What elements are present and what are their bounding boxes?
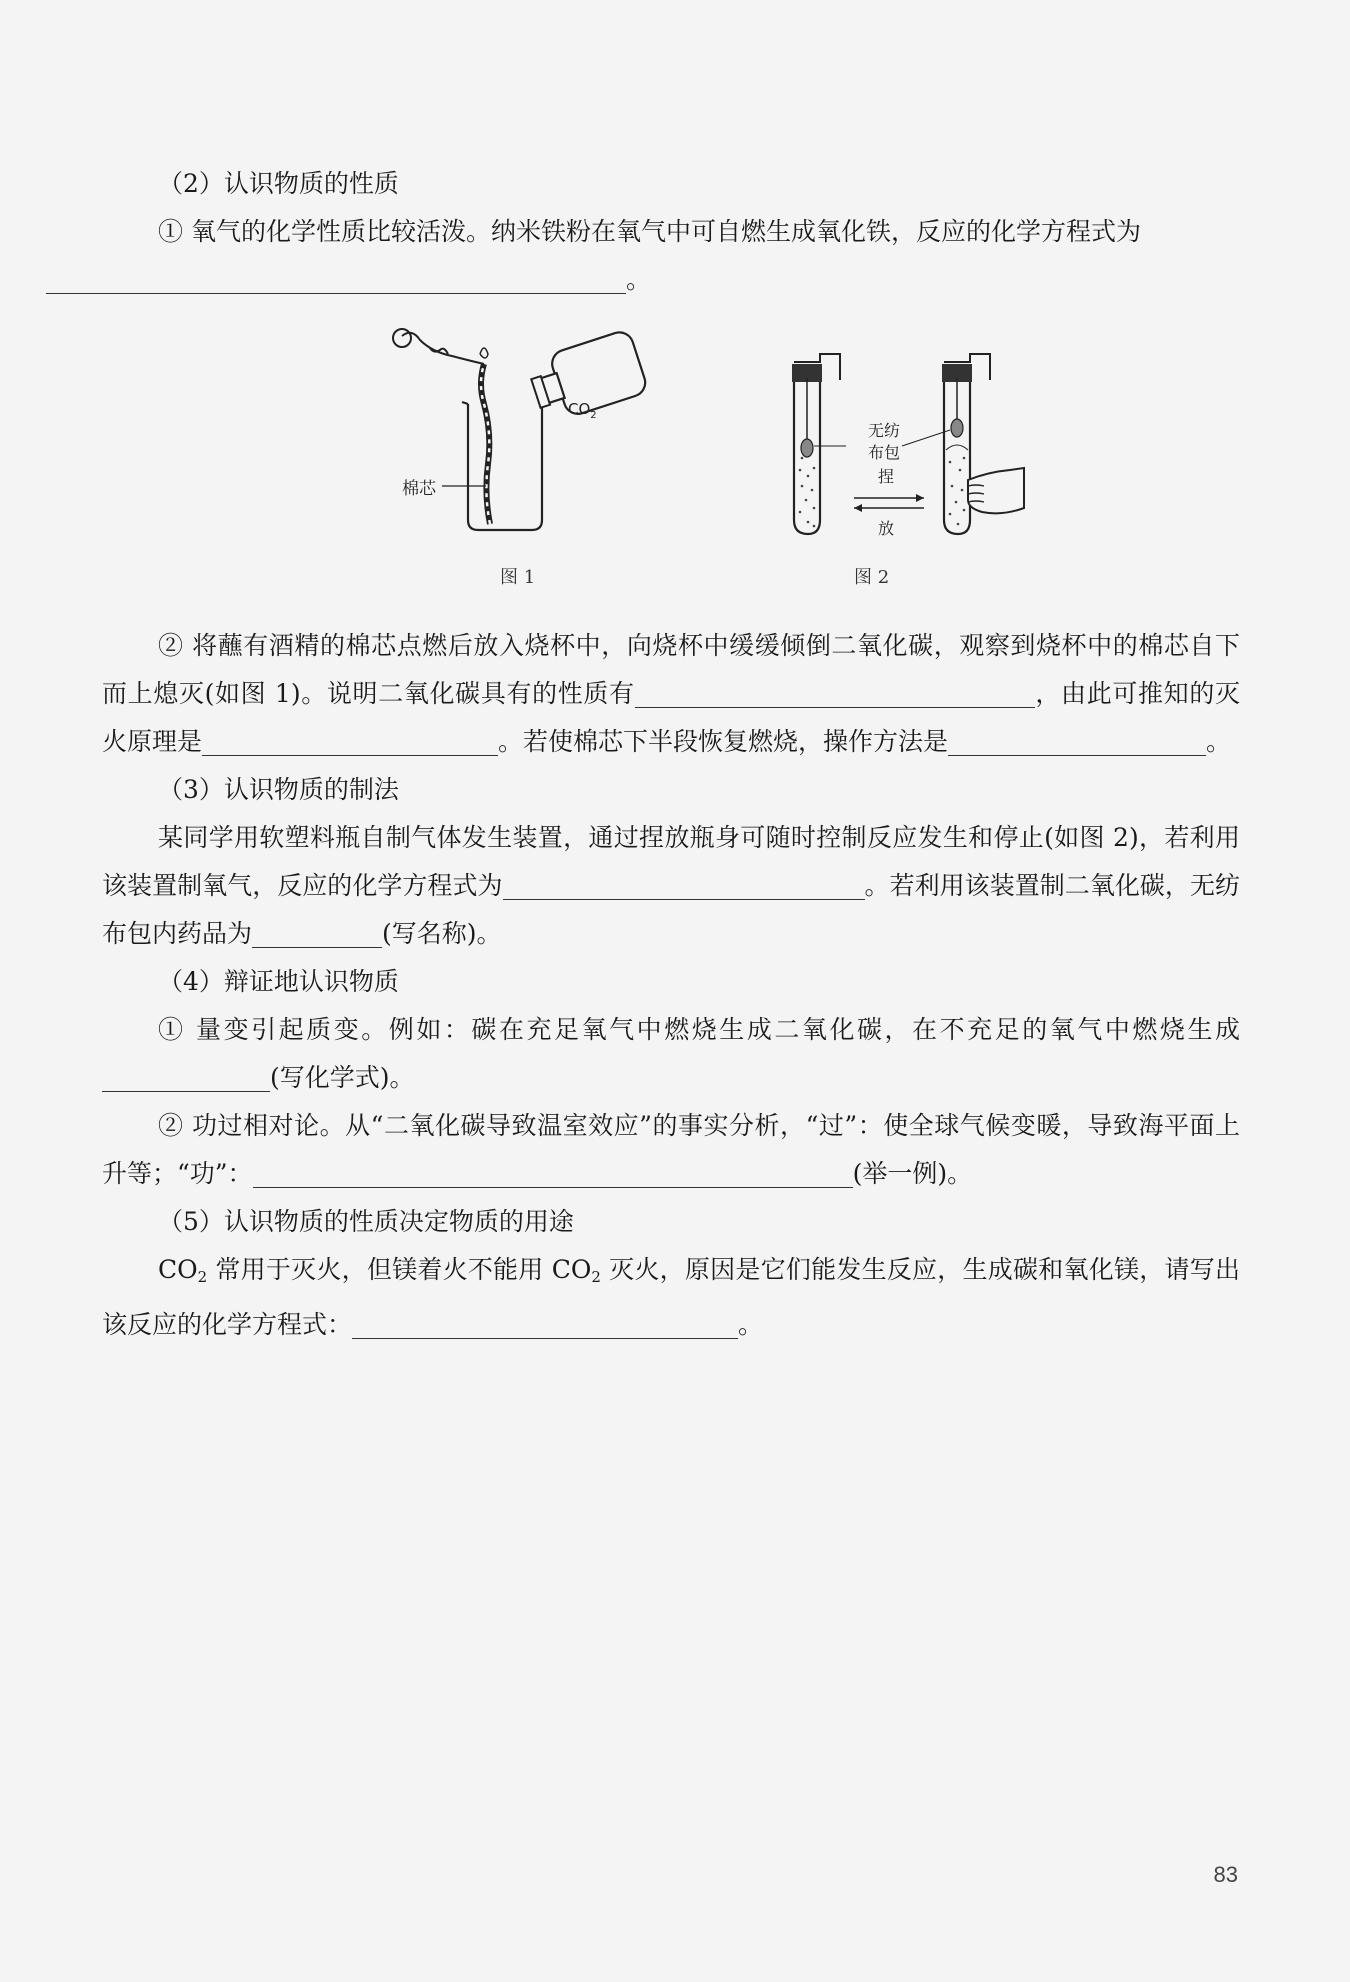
section-3-heading: （3）认识物质的制法 <box>158 775 399 804</box>
figure-1-caption: 图 1 <box>500 567 536 588</box>
figure-2-bottle-illustration <box>762 340 1082 550</box>
section-2-item-2-text-b: ，由此可推知的灭火原理是 <box>102 679 1240 756</box>
figure-2-caption: 图 2 <box>854 567 890 588</box>
figure-2-label-fabric-1: 无纺 <box>868 421 901 440</box>
answer-blank-co2-properties[interactable] <box>635 677 1035 708</box>
figure-1-beaker-illustration <box>372 324 672 544</box>
figure-1-label-co2: CO <box>568 400 591 418</box>
section-2-item-2-text-a: ② 将蘸有酒精的棉芯点燃后放入烧杯中，向烧杯中缓缓倾倒二氧化碳，观察到烧杯中的棉芯自下而上熄灭(如图 1)。说明二氧化碳具有的性质有 <box>102 631 1240 708</box>
figure-2-label-squeeze: 捏 <box>878 467 895 486</box>
section-3-text <box>102 814 1240 958</box>
answer-blank-incomplete-combustion-formula[interactable] <box>102 1061 270 1092</box>
section-2-item-2 <box>102 622 1240 766</box>
answer-blank-co2-benefit[interactable] <box>253 1157 853 1188</box>
answer-blank-relight-method[interactable] <box>948 725 1206 756</box>
section-3-text-a: 某同学用软塑料瓶自制气体发生装置，通过捏放瓶身可随时控制反应发生和停止(如图 2)，若利用该装置制氧气，反应的化学方程式为 <box>102 823 1240 900</box>
section-4-item-1-text-b: (写化学式)。 <box>270 1063 415 1092</box>
figure-2-label-release: 放 <box>878 519 895 538</box>
section-5-text-b: 灭火，原因是它们能发生反应，生成碳和氧化镁，请写出该反应的化学方程式： <box>102 1255 1240 1339</box>
section-5-co2-b: CO <box>551 1255 592 1284</box>
section-4-item-2-text-a: ② 功过相对论。从“二氧化碳导致温室效应”的事实分析，“过”：使全球气候变暖，导致海平面上升等；“功”： <box>102 1111 1240 1188</box>
section-2-item-2-end: 。 <box>1206 727 1232 756</box>
section-3-text-c: (写名称)。 <box>382 919 502 948</box>
section-5-text <box>102 1246 1240 1349</box>
section-4-item-1 <box>102 1006 1240 1102</box>
section-5-co2-a: CO <box>158 1255 198 1284</box>
section-2-item-1-text: ① 氧气的化学性质比较活泼。纳米铁粉在氧气中可自燃生成氧化铁，反应的化学方程式为 <box>158 217 1141 246</box>
answer-blank-iron-equation[interactable] <box>46 263 626 294</box>
section-5-co2-b-sub: 2 <box>591 1268 601 1286</box>
section-4-item-2-text-b: (举一例)。 <box>852 1159 973 1188</box>
page-number: 83 <box>1213 1862 1238 1887</box>
section-2-item-1-end: 。 <box>626 265 652 294</box>
section-5-text-end: 。 <box>738 1310 764 1339</box>
section-2-item-2-text-c: 。若使棉芯下半段恢复燃烧，操作方法是 <box>498 727 949 756</box>
section-4-item-1-text-a: ① 量变引起质变。例如：碳在充足氧气中燃烧生成二氧化碳，在不充足的氧气中燃烧生成 <box>158 1015 1240 1044</box>
answer-blank-extinguish-principle[interactable] <box>202 725 498 756</box>
section-5-text-a: 常用于灭火，但镁着火不能用 <box>207 1255 552 1284</box>
section-4-heading: （4）辩证地认识物质 <box>158 967 399 996</box>
figure-1-label-co2-sub: 2 <box>590 410 597 421</box>
section-5-heading: （5）认识物质的性质决定物质的用途 <box>158 1207 574 1236</box>
page-content <box>102 160 1240 1349</box>
answer-blank-fabric-bag-reagent[interactable] <box>252 917 382 948</box>
figure-1-label-cotton: 棉芯 <box>402 479 436 499</box>
answer-blank-oxygen-equation[interactable] <box>503 869 865 900</box>
figures-row <box>102 310 1240 622</box>
section-3-text-b: 。若利用该装置制二氧化碳，无纺布包内药品为 <box>102 871 1240 948</box>
section-4-item-2 <box>102 1102 1240 1198</box>
section-2-item-1 <box>102 208 1240 304</box>
figure-2-label-fabric-2: 布包 <box>868 443 901 462</box>
section-5-co2-a-sub: 2 <box>197 1268 208 1286</box>
answer-blank-magnesium-co2-equation[interactable] <box>352 1308 738 1339</box>
section-2-heading: （2）认识物质的性质 <box>158 169 399 198</box>
